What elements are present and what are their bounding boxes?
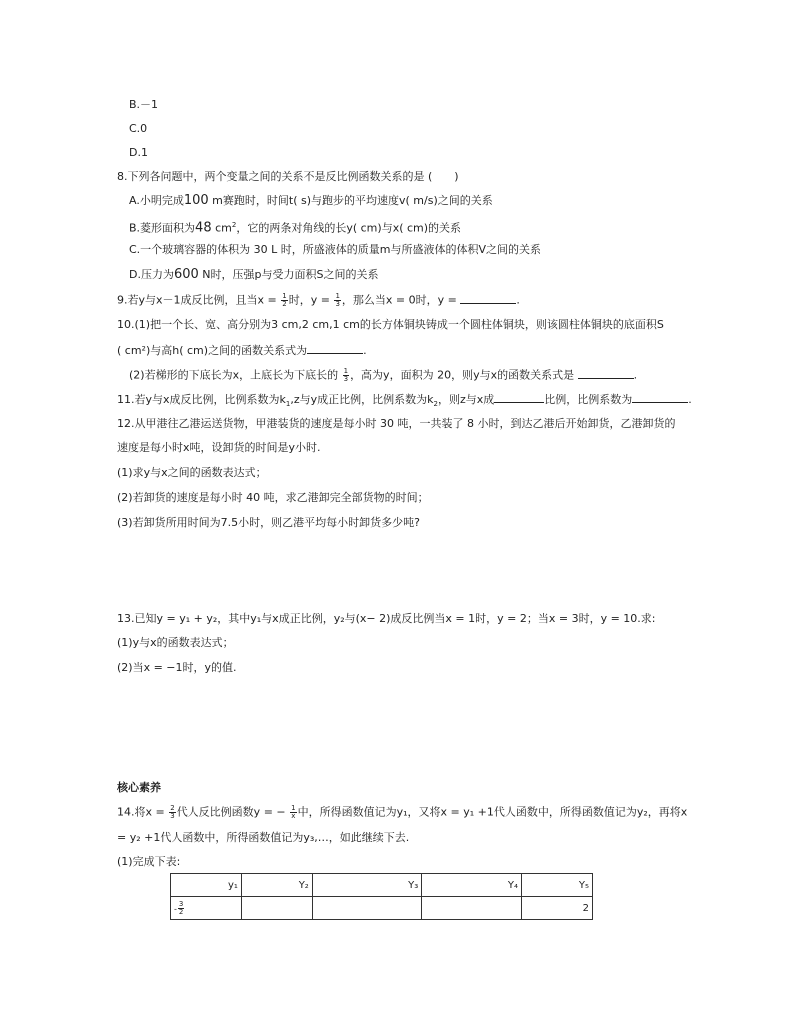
table-cell-y4[interactable] (422, 897, 522, 920)
q14-line2: = y₂ +1代人函数中，所得函数值记为y₃,…，如此继续下去. (117, 831, 410, 844)
q12-line1: 12.从甲港往乙港运送货物，甲港装货的速度是每小时 30 吨，一共装了 8 小时，到达乙港后开始卸货，乙港卸货的 (117, 417, 676, 430)
q8-option-c: C.一个玻璃容器的体积为 30 L 时，所盛液体的质量m与所盛液体的体积V之间的关系 (129, 243, 542, 256)
q14-fraction-x: $\frac{2}{3}$ (170, 804, 175, 820)
table-header-cell: Y₂ (241, 874, 312, 897)
q8-stem: 8.下列各问题中，两个变量之间的关系不是反比例函数关系的是 ( ) (117, 170, 459, 183)
q10-line3: (2)若梯形的下底长为x，上底长为下底长的 $\frac{1}{3}$ ，高为y，面积为 20，则y与x的函数关系式是 . (129, 367, 638, 383)
q11-blank-2 (632, 402, 688, 403)
q10-line2: ( cm²)与高h( cm)之间的函数关系式为 . (117, 344, 367, 357)
table-cell-y5: 2 (522, 897, 593, 920)
q13-part1: (1)y与x的函数表达式； (117, 636, 234, 649)
q12-part1: (1)求y与x之间的函数表达式； (117, 466, 267, 479)
q9: 9.若y与x－1成反比例，且当x = $\frac{1}{2}$ 时，y = $\frac{1}{3}$ ，那么当x = 0时，y = . (117, 292, 520, 308)
q8-option-d: D.压力为600 N时，压强p与受力面积S之间的关系 (129, 267, 379, 282)
option-c: C.0 (129, 122, 148, 135)
q14-fraction-func: $\frac{1}{x}$ (291, 804, 296, 820)
q13-line1: 13.已知y = y₁ + y₂，其中y₁与x成正比例，y₂与(x− 2)成反比例当x = 1时，y = 2；当x = 3时，y = 10.求: (117, 612, 656, 625)
q9-fraction-2: $\frac{1}{3}$ (335, 292, 340, 308)
q10-fraction: $\frac{1}{3}$ (343, 367, 349, 383)
value-table (170, 873, 593, 920)
q10-line1: 10.(1)把一个长、宽、高分别为3 cm,2 cm,1 cm的长方体铜块铸成一个圆柱体铜块，则该圆柱体铜块的底面积S (117, 318, 664, 331)
q13-part2: (2)当x = −1时，y的值. (117, 661, 237, 674)
q12-line2: 速度是每小时x吨，设卸货的时间是y小时. (117, 441, 321, 454)
table-header-cell: Y₄ (422, 874, 522, 897)
table-header-row (171, 874, 593, 897)
option-b: B.－1 (129, 98, 159, 111)
q12-part3: (3)若卸货所用时间为7.5小时，则乙港平均每小时卸货多少吨? (117, 516, 420, 529)
q14-line1: 14.将x = $\frac{2}{3}$ 代人反比例函数y = − $\frac{1}{x}$ 中，所得函数值记为y₁，又将x = y₁ +1代人函数中，所得函数值记为y₂，再将x (117, 804, 688, 820)
section-title: 核心素养 (117, 781, 161, 794)
q10-2-answer-blank (578, 378, 634, 379)
q9-answer-blank (460, 303, 516, 304)
q8-option-b: B.菱形面积为48 $cm^2$，它的两条对角线的长y( cm)与x( cm)的关系 (129, 220, 462, 236)
q8-option-a: A.小明完成100 m赛跑时，时间t( s)与跑步的平均速度v( m/s)之间的关系 (129, 193, 493, 208)
table-header-cell: Y₅ (522, 874, 593, 897)
table-cell-y3[interactable] (312, 897, 421, 920)
q12-part2: (2)若卸货的速度是每小时 40 吨，求乙港卸完全部货物的时间； (117, 491, 429, 504)
table-row (171, 897, 593, 920)
q10-1-answer-blank (307, 353, 363, 354)
q11-blank-1 (494, 402, 544, 403)
table-cell-y1: - $\frac{3}{2}$ (171, 897, 242, 920)
table-header-cell: y₁ (171, 874, 242, 897)
table-cell-y2[interactable] (241, 897, 312, 920)
q14-part1: (1)完成下表: (117, 855, 181, 868)
table-header-cell: Y₃ (312, 874, 421, 897)
q11: 11.若y与x成反比例，比例系数为$k_1,z$与y成正比例，比例系数为$k_2$，则z与x成 比例，比例系数为 . (117, 393, 692, 409)
option-d: D.1 (129, 146, 148, 159)
q9-fraction-1: $\frac{1}{2}$ (282, 292, 287, 308)
